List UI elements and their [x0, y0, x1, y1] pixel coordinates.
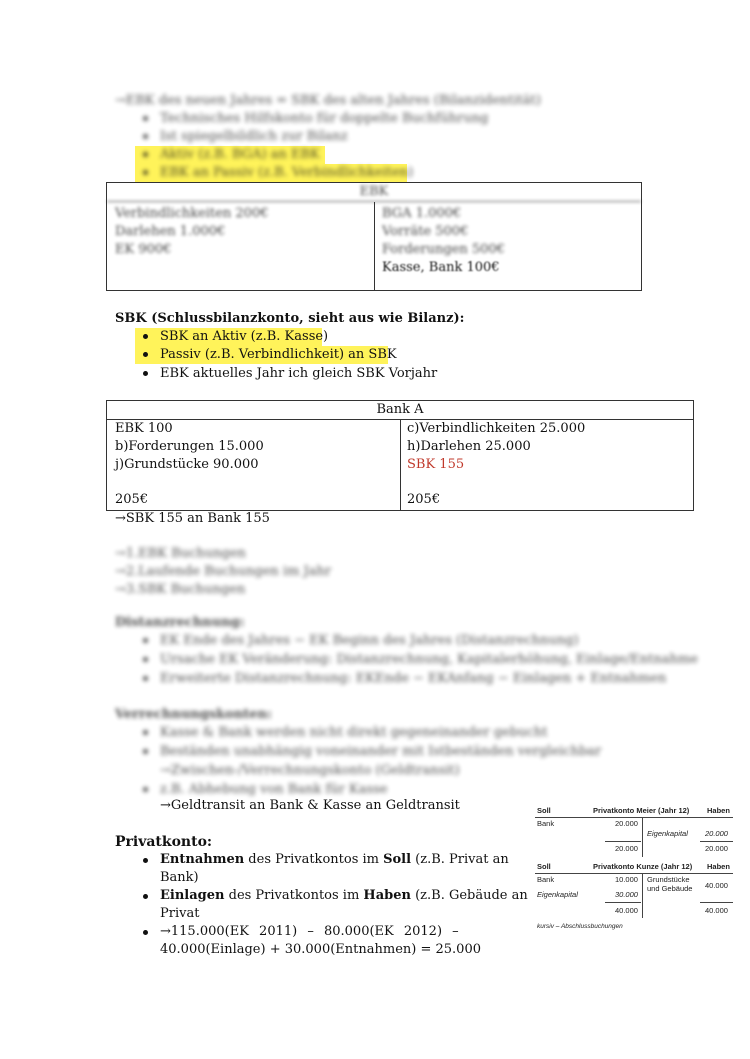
bullet-dot: [143, 894, 148, 899]
t1-row1-right-val: 20.000: [705, 829, 728, 838]
privat-b2-rest2: (z.B. Gebäude an: [410, 888, 528, 903]
t1-row1-left-val: 20.000: [615, 819, 638, 828]
bullet-dot: [143, 371, 148, 376]
t1-haben: Haben: [707, 806, 730, 815]
t2-row2-left: Eigenkapital: [537, 890, 578, 899]
bullet-dot: [143, 858, 148, 863]
t2-sum-rule-right: [700, 902, 733, 903]
bank-right-total: 205€: [407, 492, 441, 507]
t2-soll: Soll: [537, 862, 551, 871]
t2-total-left: 40.000: [615, 906, 638, 915]
ebk-heading: →EBK des neuen Jahres = SBK des alten Jahres (Bilanzidentität): [115, 93, 541, 108]
sbk-heading: SBK (Schlussbilanzkonto, sieht aus wie Bilanz):: [115, 311, 465, 326]
privat-b2-rest: des Privatkontos im: [224, 888, 364, 903]
t1-title: Privatkonto Meier (Jahr 12): [593, 806, 690, 815]
bullet-dot: [143, 334, 148, 339]
bank-left-total: 205€: [115, 492, 149, 507]
t1-row1-left: Bank: [537, 819, 555, 828]
ebk-left-2: Darlehen 1.000€: [115, 224, 226, 239]
privat-b2-bold2: Haben: [363, 888, 411, 903]
privat-bullet-2: [160, 887, 528, 905]
bank-right-2: h)Darlehen 25.000: [407, 439, 531, 454]
t2-row2-left-val: 30.000: [615, 890, 638, 899]
t2-rule: [535, 873, 733, 874]
ebk-right-1: BGA 1.000€: [382, 206, 462, 221]
bullet-dot: [143, 930, 148, 935]
bullet-dot: [143, 116, 148, 121]
t2-divider: [642, 873, 643, 918]
ebk-left-3: EK 900€: [115, 242, 172, 257]
bullet-dot: [143, 730, 148, 735]
t1-soll: Soll: [537, 806, 551, 815]
bullet-dot: [143, 787, 148, 792]
step-3: →3.SBK Buchungen: [115, 582, 246, 597]
t2-sum-rule-left: [605, 902, 641, 903]
bank-left-1: EBK 100: [115, 421, 173, 436]
privat-bullet-1: [160, 851, 510, 869]
t1-total-left: 20.000: [615, 844, 638, 853]
ledger-note: kursiv – Abschlussbuchungen: [537, 923, 623, 930]
distanz-bullet-2: Ursache EK Veränderung: Distanzrechnung, Kapitalerhöhung, Einlage/Entnahme: [160, 652, 698, 667]
ebk-table: [106, 182, 642, 291]
bank-table: [106, 400, 694, 511]
ebk-right-2: Vorräte 500€: [382, 224, 469, 239]
privat-b3-line1: →115.000(EK 2011) – 80.000(EK 2012) –: [160, 924, 459, 939]
bullet-dot: [143, 134, 148, 139]
sbk-bullet-3: EBK aktuelles Jahr ich gleich SBK Vorjahr: [160, 366, 438, 381]
t1-sum-rule-right: [700, 841, 733, 842]
ebk-table-divider: [374, 202, 375, 290]
privat-b1-rest2: (z.B. Privat an: [411, 852, 509, 867]
bank-table-divider: [400, 420, 401, 510]
ebk-right-3: Forderungen 500€: [382, 242, 505, 257]
verrechnung-bullet-2: Beständen unabhängig voneinander mit Istbeständen vergleichbar: [160, 744, 602, 759]
ebk-left-1: Verbindlichkeiten 200€: [115, 206, 269, 221]
ebk-right-4: Kasse, Bank 100€: [382, 260, 500, 275]
privat-b2-bold: Einlagen: [160, 888, 225, 903]
sbk-bullet-1: SBK an Aktiv (z.B. Kasse): [160, 329, 329, 344]
sbk-bullet-2: Passiv (z.B. Verbindlichkeit) an SBK: [160, 347, 397, 362]
top-bullet-2: Ist spiegelbildlich zur Bilanz: [160, 129, 348, 144]
t1-divider: [642, 817, 643, 857]
privat-b1-bold: Entnahmen: [160, 852, 245, 867]
privat-b1-bold2: Soll: [383, 852, 412, 867]
t2-total-right: 40.000: [705, 906, 728, 915]
top-bullet-3: Aktiv (z.B. BGA) an EBK: [160, 147, 320, 162]
distanz-bullet-3: Erweiterte Distanzrechnung: EKEnde − EKAnfang − Einlagen + Entnahmen: [160, 671, 667, 686]
top-bullet-1: Technisches Hilfskonto für doppelte Buchführung: [160, 111, 489, 126]
privat-b1-rest: des Privatkontos im: [244, 852, 384, 867]
bullet-dot: [143, 676, 148, 681]
bank-right-1: c)Verbindlichkeiten 25.000: [407, 421, 586, 436]
bullet-dot: [143, 352, 148, 357]
t2-title: Privatkonto Kunze (Jahr 12): [593, 862, 693, 871]
bank-left-3: j)Grundstücke 90.000: [115, 457, 259, 472]
bank-table-title: Bank A: [107, 401, 693, 420]
privat-heading: Privatkonto:: [115, 834, 213, 850]
bullet-dot: [143, 657, 148, 662]
t1-sum-rule-left: [605, 841, 641, 842]
t2-row1-right: Grundstücke und Gebäude: [647, 875, 693, 893]
verrechnung-bullet-3: z.B. Abhebung von Bank für Kasse: [160, 782, 388, 797]
privat-b1-line2: Bank): [160, 870, 199, 885]
verrechnung-sub-1: →Zwischen-/Verrechnungskonto (Geldtransit): [160, 763, 460, 778]
t1-rule: [535, 817, 733, 818]
step-1: →1.EBK Buchungen: [115, 546, 246, 561]
bank-right-sbk: SBK 155: [407, 457, 465, 472]
bank-booking-note: →SBK 155 an Bank 155: [115, 511, 270, 526]
privat-b3-line2: 40.000(Einlage) + 30.000(Entnahmen) = 25.000: [160, 942, 481, 957]
verrechnung-sub-2: →Geldtransit an Bank & Kasse an Geldtransit: [160, 798, 460, 813]
privat-b2-line2: Privat: [160, 906, 200, 921]
t2-row1-right-val: 40.000: [705, 881, 728, 890]
t1-total-right: 20.000: [705, 844, 728, 853]
ebk-table-title: EBK: [107, 183, 641, 202]
verrechnung-heading: Verrechnungskonten:: [115, 707, 272, 722]
step-2: →2.Laufende Buchungen im Jahr: [115, 564, 332, 579]
t2-haben: Haben: [707, 862, 730, 871]
t2-row1-left: Bank: [537, 875, 555, 884]
bullet-dot: [143, 170, 148, 175]
t1-row1-right: Eigenkapital: [647, 829, 688, 838]
bullet-dot: [143, 638, 148, 643]
bullet-dot: [143, 152, 148, 157]
distanz-bullet-1: EK Ende des Jahres − EK Beginn des Jahres (Distanzrechnung): [160, 633, 579, 648]
bank-left-2: b)Forderungen 15.000: [115, 439, 264, 454]
distanz-heading: Distanzrechnung:: [115, 615, 245, 630]
t2-row1-left-val: 10.000: [615, 875, 638, 884]
bullet-dot: [143, 749, 148, 754]
verrechnung-bullet-1: Kasse & Bank werden nicht direkt gegeneinander gebucht: [160, 725, 548, 740]
privatkonto-ledger-image: [535, 806, 735, 936]
top-bullet-4: EBK an Passiv (z.B. Verbindlichkeiten): [160, 165, 414, 180]
